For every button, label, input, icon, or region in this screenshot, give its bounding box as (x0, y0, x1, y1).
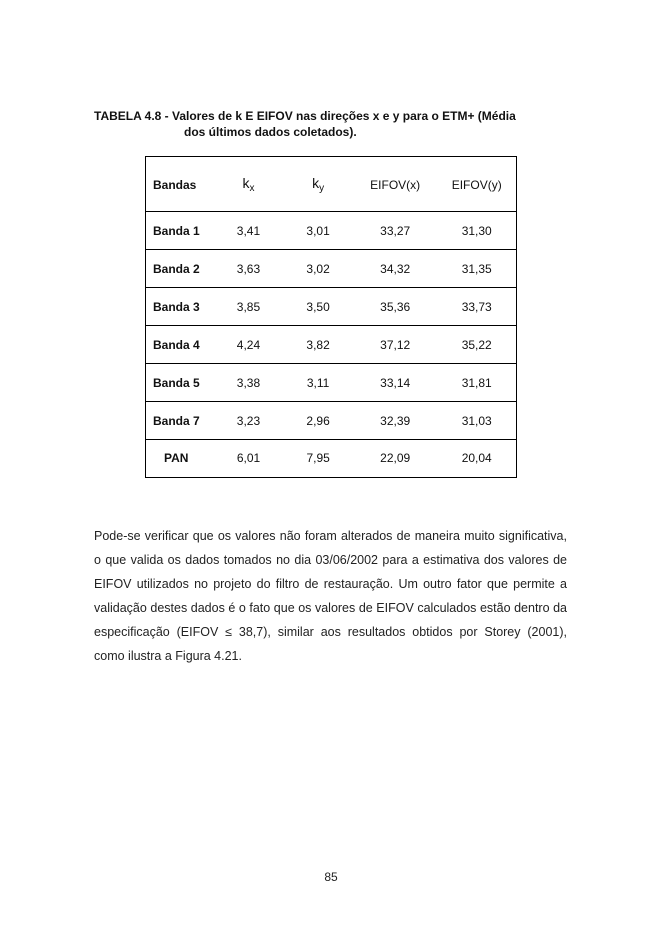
eifov-x-value: 32,39 (380, 414, 411, 428)
band-name: Banda 3 (153, 300, 200, 314)
eifov-x-value: 37,12 (380, 338, 411, 352)
eifov-y-value: 33,73 (461, 300, 492, 314)
kx-value: 3,63 (236, 262, 261, 276)
kx-value: 3,41 (236, 224, 261, 238)
table-header-row (146, 157, 516, 212)
band-name: Banda 1 (153, 224, 200, 238)
eifov-x-value: 22,09 (380, 451, 411, 465)
table-row (146, 402, 516, 440)
eifov-y-value: 31,30 (461, 224, 492, 238)
ky-value: 7,95 (306, 451, 330, 465)
band-name: Banda 4 (153, 338, 200, 352)
eifov-x-value: 34,32 (380, 262, 411, 276)
header-ky: $k_y$ (312, 175, 325, 194)
body-paragraph: Pode-se verificar que os valores não foram alterados de maneira muito significativa, o que valida os dados tomados no dia 03/06/2002 para a estimativa dos valores de EIFOV utilizados no projeto do filtro de restauração. Um outro fator que permite a validação destes dados é o fato que os valores de EIFOV calculados estão dentro da especificação (EIFOV ≤ 38,7), similar aos resultados obtidos por Storey (2001), como ilustra a Figura 4.21. (94, 528, 567, 663)
ky-value: 3,02 (306, 262, 330, 276)
band-name: Banda 5 (153, 376, 200, 390)
kx-value: 4,24 (236, 338, 261, 352)
eifov-x-value: 35,36 (380, 300, 411, 314)
eifov-x-value: 33,27 (380, 224, 411, 238)
eifov-y-value: 31,35 (461, 262, 492, 276)
ky-value: 3,01 (306, 224, 330, 238)
eifov-x-value: 33,14 (380, 376, 411, 390)
table-row (146, 288, 516, 326)
band-name: Banda 7 (153, 414, 200, 428)
ky-value: 3,50 (306, 300, 330, 314)
kx-value: 6,01 (236, 451, 261, 465)
data-table (145, 156, 517, 478)
kx-value: 3,85 (236, 300, 261, 314)
kx-value: 3,23 (236, 414, 261, 428)
ky-value: 2,96 (306, 414, 330, 428)
table-caption (94, 108, 572, 140)
table-row (146, 364, 516, 402)
table-row (146, 212, 516, 250)
ky-value: 3,82 (306, 338, 330, 352)
caption-line-1: TABELA 4.8 - Valores de k E EIFOV nas direções x e y para o ETM+ (Média (94, 109, 516, 123)
page-number: 85 (324, 870, 338, 884)
header-eifov-y: EIFOV(y) (451, 177, 502, 192)
kx-value: 3,38 (236, 376, 261, 390)
ky-value: 3,11 (306, 376, 330, 390)
table-row (146, 250, 516, 288)
eifov-y-value: 31,81 (461, 376, 492, 390)
table-row (146, 326, 516, 364)
table-row (146, 439, 516, 477)
band-name: Banda 2 (153, 262, 200, 276)
header-bandas: Bandas (153, 177, 197, 192)
caption-line-2: dos últimos dados coletados). (184, 125, 357, 139)
eifov-y-value: 20,04 (461, 451, 492, 465)
header-eifov-x: EIFOV(x) (370, 177, 421, 192)
eifov-y-value: 35,22 (461, 338, 492, 352)
eifov-y-value: 31,03 (461, 414, 492, 428)
band-name: PAN (164, 451, 189, 465)
header-kx: $k_x$ (242, 175, 255, 194)
